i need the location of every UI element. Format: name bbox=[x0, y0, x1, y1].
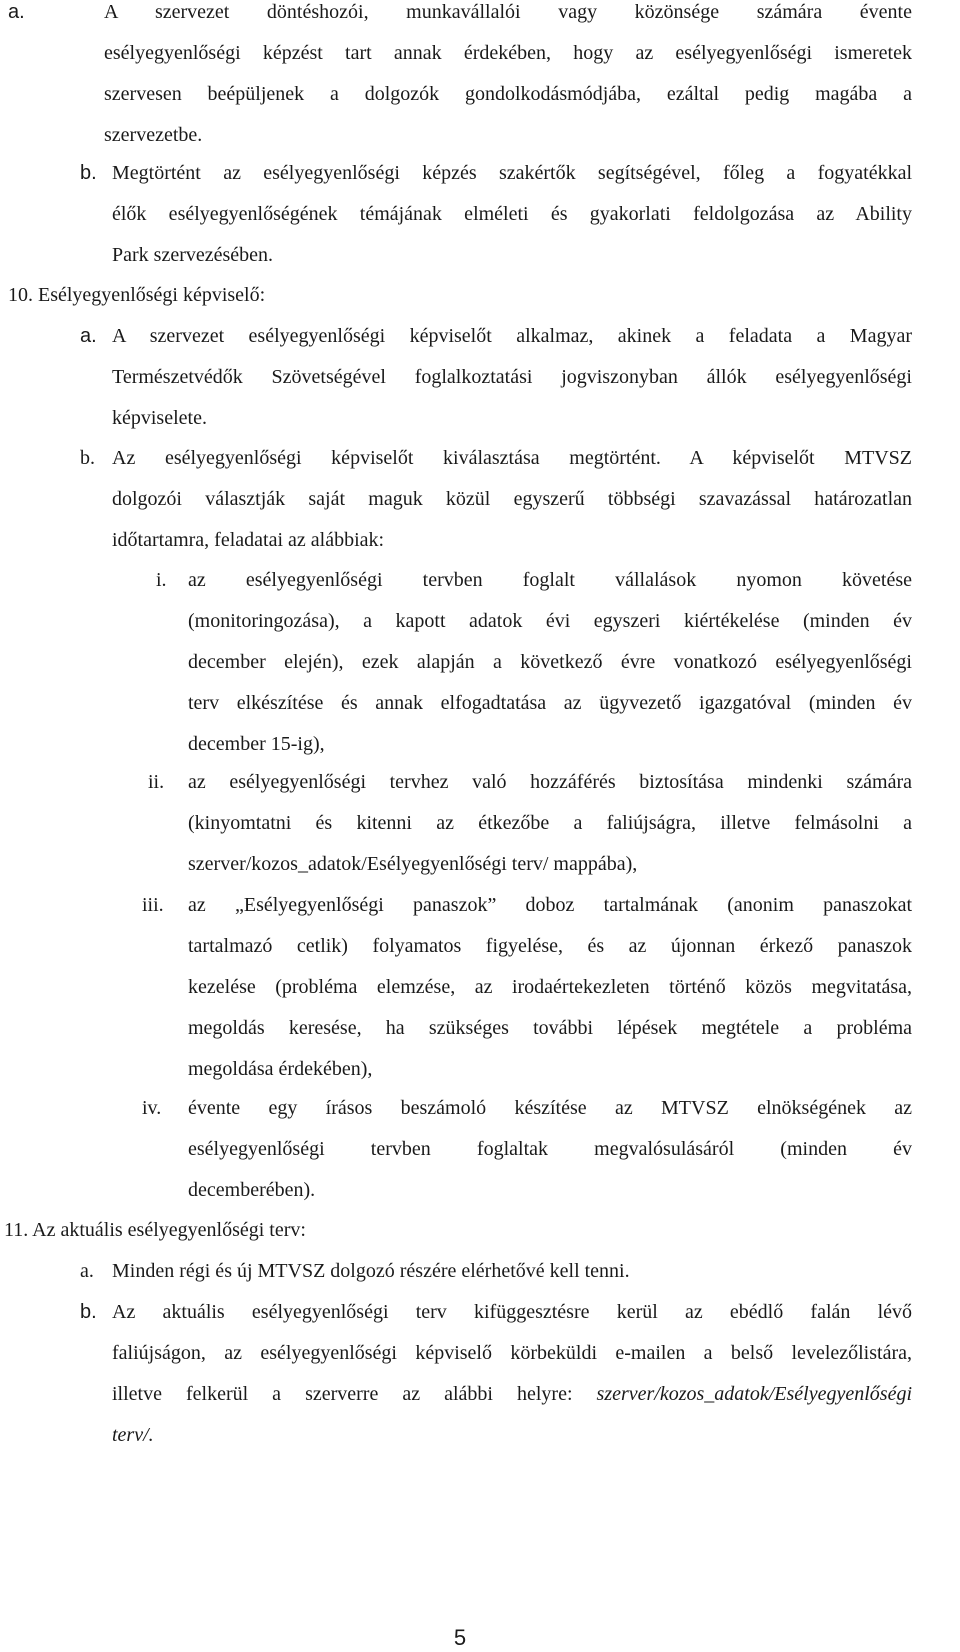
paragraph-line: kezelése (probléma elemzése, az irodaértekezleten történő közös megvitatása, bbox=[188, 976, 912, 998]
paragraph-line: szervezetbe. bbox=[104, 124, 203, 146]
paragraph-line: Megtörtént az esélyegyenlőségi képzés szakértők segítségével, főleg a fogyatékkal bbox=[112, 162, 912, 184]
paragraph-line: esélyegyenlőségi képzést tart annak érdekében, hogy az esélyegyenlőségi ismeretek bbox=[104, 42, 912, 64]
paragraph-line: Az esélyegyenlőségi képviselőt kiválasztása megtörtént. A képviselőt MTVSZ bbox=[112, 447, 912, 469]
paragraph-line: dolgozói választják saját maguk közül egyszerű többségi szavazással határozatlan bbox=[112, 488, 912, 510]
paragraph-line: Az aktuális esélyegyenlőségi terv kifüggesztésre kerül az ebédlő falán lévő bbox=[112, 1301, 912, 1323]
paragraph-line bbox=[112, 1415, 912, 1456]
paragraph-line: Park szervezésében. bbox=[112, 244, 274, 266]
item-marker: a. bbox=[80, 325, 97, 347]
paragraph-line: (monitoringozása), a kapott adatok évi egyszeri kiértékelése (minden év bbox=[188, 610, 912, 632]
paragraph-line: december 15-ig), bbox=[188, 733, 325, 755]
paragraph-line: A szervezet döntéshozói, munkavállalói vagy közönsége számára évente bbox=[104, 1, 912, 23]
paragraph-line: évente egy írásos beszámoló készítése az MTVSZ elnökségének az bbox=[188, 1097, 912, 1119]
section-heading-10: 10. Esélyegyenlőségi képviselő: bbox=[8, 284, 266, 306]
item-marker: a. bbox=[8, 1, 25, 23]
paragraph-line bbox=[112, 1374, 912, 1415]
paragraph-line: élők esélyegyenlőségének témájának elméleti és gyakorlati feldolgozása az Ability bbox=[112, 203, 912, 225]
path-reference-end: terv/. bbox=[112, 1424, 154, 1446]
paragraph-line: képviselete. bbox=[112, 407, 207, 429]
paragraph-line: Minden régi és új MTVSZ dolgozó részére elérhetővé kell tenni. bbox=[112, 1260, 630, 1282]
paragraph-line: az esélyegyenlőségi tervhez való hozzáférés biztosítása mindenki számára bbox=[188, 771, 912, 793]
section-heading-11: 11. Az aktuális esélyegyenlőségi terv: bbox=[4, 1219, 306, 1241]
item-marker: i. bbox=[156, 569, 167, 591]
item-marker: b. bbox=[80, 447, 95, 469]
page-number: 5 bbox=[453, 1625, 467, 1650]
paragraph-line: esélyegyenlőségi tervben foglaltak megvalósulásáról (minden év bbox=[188, 1138, 912, 1160]
paragraph-line: szervesen beépüljenek a dolgozók gondolkodásmódjába, ezáltal pedig magába a bbox=[104, 83, 912, 105]
paragraph-line: (kinyomtatni és kitenni az étkezőbe a faliújságra, illetve felmásolni a bbox=[188, 812, 912, 834]
item-marker: b. bbox=[80, 1301, 97, 1323]
paragraph-line: Természetvédők Szövetségével foglalkoztatási jogviszonyban állók esélyegyenlőségi bbox=[112, 366, 912, 388]
item-marker: ii. bbox=[148, 771, 165, 793]
paragraph-line: faliújságon, az esélyegyenlőségi képviselő körbeküldi e-mailen a belső levelezőlistára, bbox=[112, 1342, 912, 1364]
paragraph-line: megoldása érdekében), bbox=[188, 1058, 373, 1080]
item-marker: iv. bbox=[142, 1097, 162, 1119]
paragraph-line: az „Esélyegyenlőségi panaszok” doboz tartalmának (anonim panaszokat bbox=[188, 894, 912, 916]
paragraph-line: az esélyegyenlőségi tervben foglalt vállalások nyomon követése bbox=[188, 569, 912, 591]
item-marker: a. bbox=[80, 1260, 94, 1282]
paragraph-line: A szervezet esélyegyenlőségi képviselőt alkalmaz, akinek a feladata a Magyar bbox=[112, 325, 912, 347]
paragraph-line: terv elkészítése és annak elfogadtatása az ügyvezető igazgatóval (minden év bbox=[188, 692, 912, 714]
paragraph-line: megoldás keresése, ha szükséges további lépések megtétele a probléma bbox=[188, 1017, 912, 1039]
item-marker: iii. bbox=[142, 894, 164, 916]
paragraph-line: szerver/kozos_adatok/Esélyegyenlőségi terv/ mappába), bbox=[188, 853, 638, 875]
path-reference: szerver/kozos_adatok/Esélyegyenlőségi bbox=[596, 1383, 912, 1405]
paragraph-line: tartalmazó cetlik) folyamatos figyelése, és az újonnan érkező panaszok bbox=[188, 935, 912, 957]
paragraph-text: illetve felkerül a szerverre az alábbi helyre: bbox=[112, 1383, 573, 1405]
paragraph-line: időtartamra, feladatai az alábbiak: bbox=[112, 529, 385, 551]
paragraph-line: decemberében). bbox=[188, 1179, 316, 1201]
paragraph-line: december elején), ezek alapján a következő évre vonatkozó esélyegyenlőségi bbox=[188, 651, 912, 673]
item-marker: b. bbox=[80, 162, 97, 184]
